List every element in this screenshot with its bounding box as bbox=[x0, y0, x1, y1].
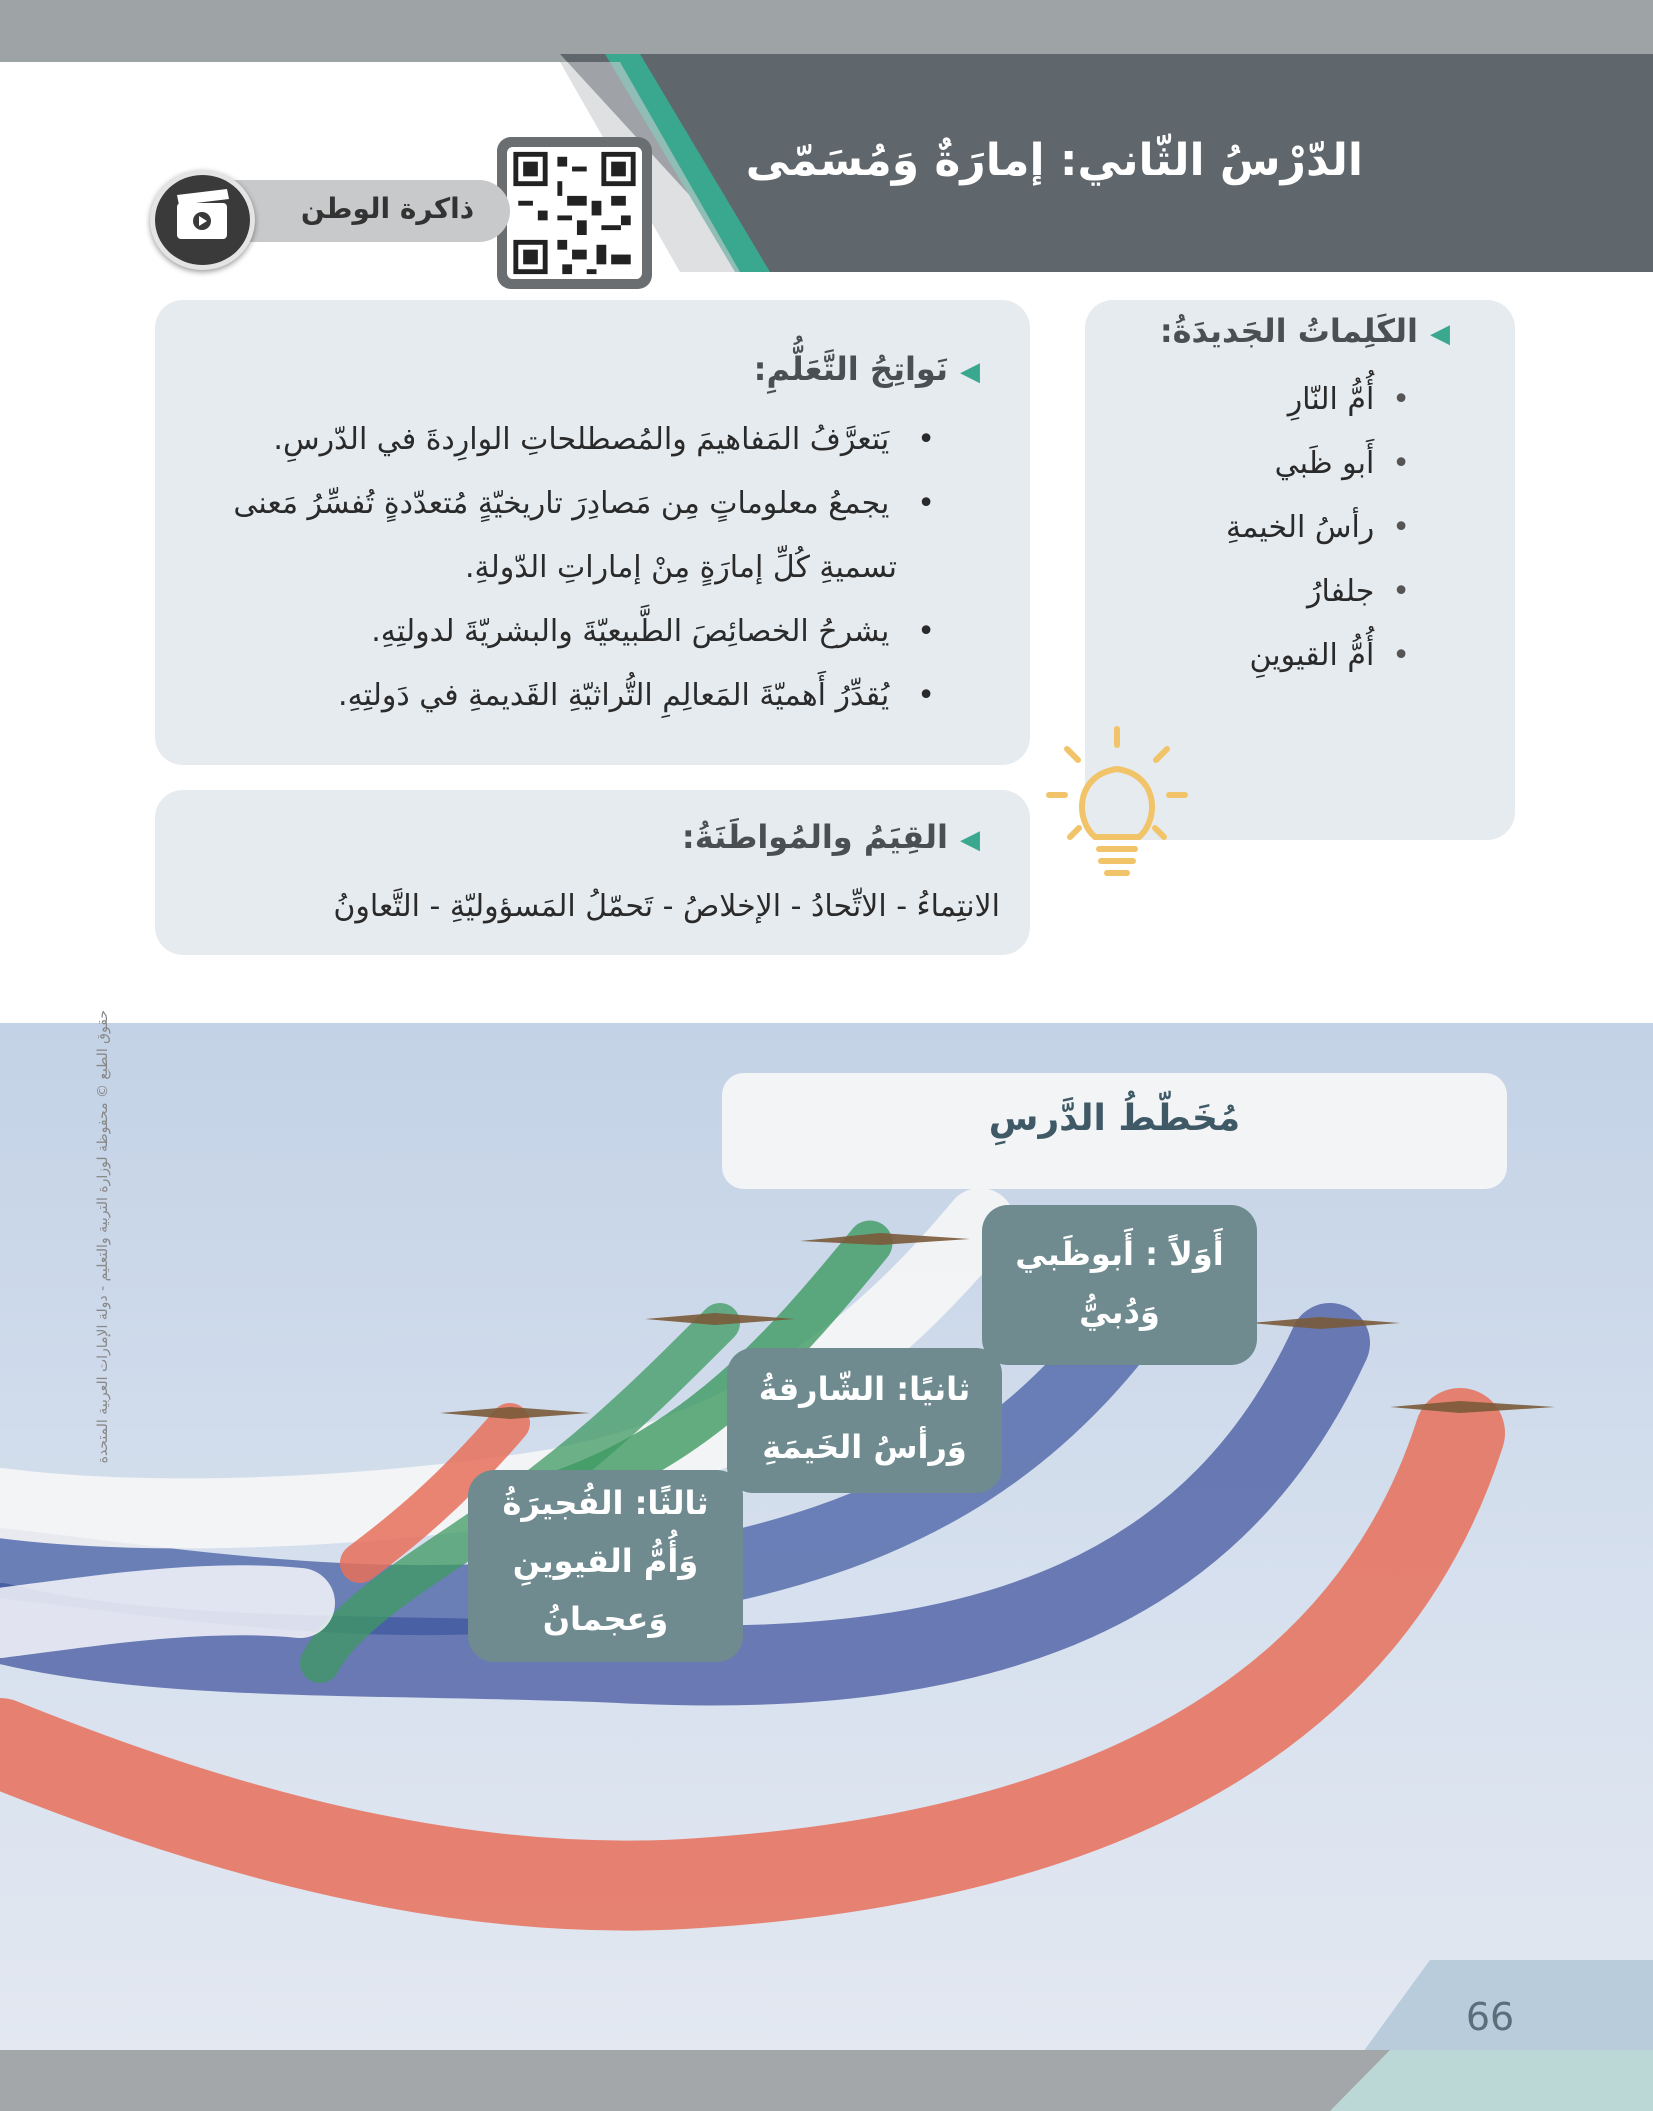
plan-third-line2: وَأُمُّ القيوينِ bbox=[512, 1542, 699, 1580]
lesson-plan-title: مُخَطّطُ الدَّرسِ bbox=[988, 1098, 1241, 1139]
plan-second-line2: وَرأسُ الخَيمَةِ bbox=[762, 1428, 967, 1466]
outcomes-list bbox=[165, 408, 935, 728]
plan-third-bubble[interactable] bbox=[468, 1470, 743, 1662]
triangle-left-icon: ◀ bbox=[1430, 319, 1450, 349]
plan-third-line3: وَعجمانُ bbox=[542, 1600, 669, 1638]
list-item: • جلفارُ bbox=[1150, 560, 1410, 624]
qr-code-icon bbox=[507, 147, 642, 279]
triangle-left-icon: ◀ bbox=[960, 357, 980, 387]
triangle-left-icon: ◀ bbox=[960, 825, 980, 855]
plan-first-bubble[interactable] bbox=[982, 1205, 1257, 1365]
plan-first-line2: وَدُبيُّ bbox=[1079, 1293, 1160, 1331]
values-heading: ◀القِيَمُ والمُواطَنَةُ: bbox=[681, 818, 980, 856]
top-strip bbox=[0, 0, 1653, 62]
list-item: •يشرحُ الخصائِصَ الطَّبيعيّةَ والبشريّةَ لدولتِهِ. bbox=[371, 614, 935, 649]
list-item: • أُمُّ النّارِ bbox=[1150, 368, 1410, 432]
qr-code[interactable] bbox=[497, 137, 652, 289]
copyright-text: حقوق الطبع © محفوظة لوزارة التربية والتعليم - دولة الإمارات العربية المتحدة bbox=[95, 1010, 111, 1464]
lesson-title: الدّرْسُ الثّاني: إمارَةٌ وَمُسَمّى bbox=[745, 135, 1363, 186]
plan-second-bubble[interactable] bbox=[727, 1348, 1002, 1493]
memory-label: ذاكرة الوطن bbox=[300, 192, 475, 225]
outcomes-heading: ◀نَواتِجُ التَّعَلُّمِ: bbox=[753, 350, 980, 388]
list-item: •يجمعُ معلوماتٍ مِن مَصادِرَ تاريخيّةٍ مُتعدّدةٍ تُفسِّرُ مَعنى bbox=[233, 486, 935, 521]
list-item: • أُمُّ القيوينِ bbox=[1150, 624, 1410, 688]
new-words-list bbox=[1150, 368, 1410, 688]
page-number: 66 bbox=[1465, 1995, 1515, 2039]
list-item: • رأسُ الخيمةِ bbox=[1150, 496, 1410, 560]
plan-first-line1: أَوَلاً : أَبوظَبي bbox=[1015, 1235, 1224, 1273]
plan-third-line1: ثالثًا: الفُجيرَةُ bbox=[502, 1484, 709, 1522]
lightbulb-icon bbox=[1045, 725, 1190, 885]
plan-second-line1: ثانيًا: الشّارقةُ bbox=[758, 1370, 971, 1408]
list-item: •يُقدِّرُ أَهميّةَ المَعالِمِ التُّراثيّةِ القَديمةِ في دَولتِهِ. bbox=[338, 678, 935, 713]
new-words-heading: ◀الكَلِماتُ الجَديدَةُ: bbox=[1159, 312, 1450, 350]
footer-accent bbox=[1330, 2050, 1653, 2111]
list-item: •يَتعرَّفُ المَفاهيمَ والمُصطلحاتِ الوارِدةَ في الدّرسِ. bbox=[273, 422, 935, 457]
clapperboard-icon[interactable] bbox=[150, 170, 255, 270]
list-item-continuation: تسميةِ كُلِّ إمارَةٍ مِنْ إماراتِ الدّولةِ. bbox=[464, 550, 897, 585]
list-item: • أَبو ظَبي bbox=[1150, 432, 1410, 496]
values-text: الانتِماءُ - الاتِّحادُ - الإخلاصُ - تَحمّلُ المَسؤوليّةِ - التَّعاونُ bbox=[333, 889, 1000, 924]
